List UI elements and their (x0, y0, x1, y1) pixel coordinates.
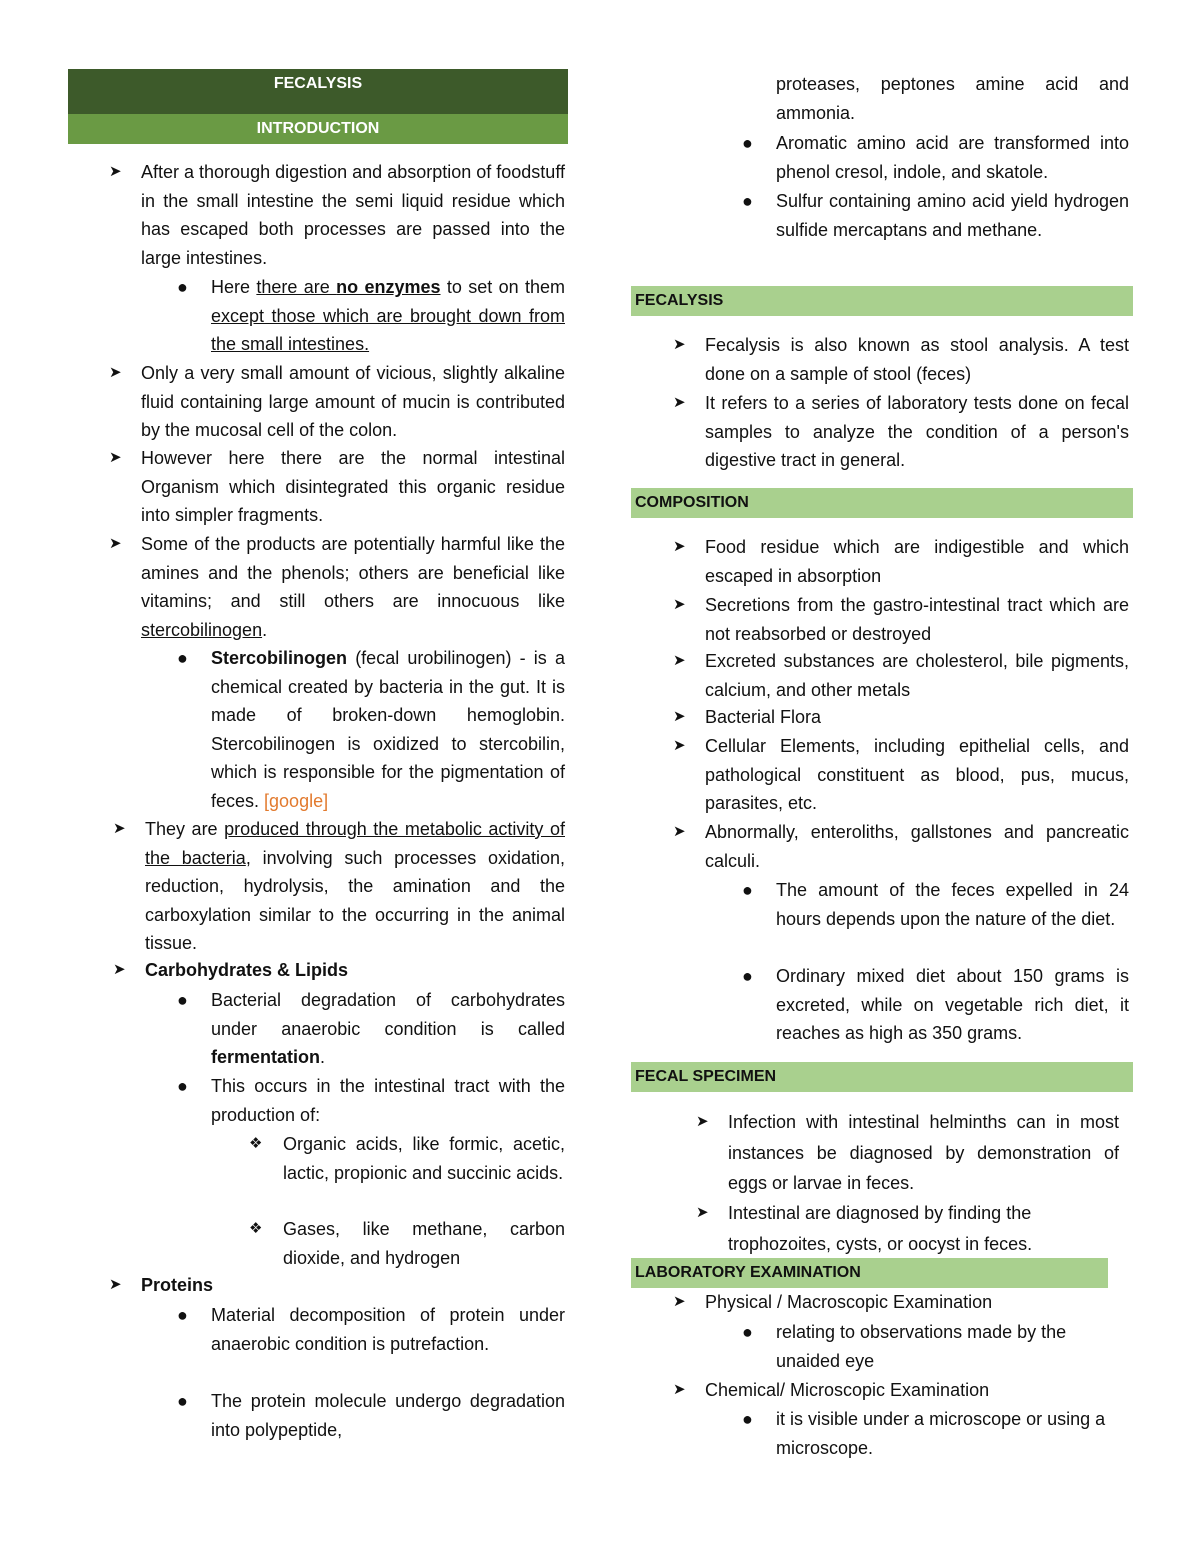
bold-term: Stercobilinogen (211, 648, 348, 668)
bullet-icon: ● (177, 1076, 188, 1096)
bullet-icon: ● (742, 880, 753, 900)
paragraph-text: relating to observations made by the unaided eye (776, 1322, 1067, 1371)
right-bullet-amount (742, 876, 1129, 933)
text-run: . (320, 1047, 326, 1067)
arrow-bullet-icon: ➤ (673, 737, 686, 754)
diamond-bullet-icon: ❖ (249, 1220, 263, 1237)
right-bullet-aromatic (742, 129, 1129, 186)
bullet-icon: ● (177, 990, 188, 1010)
text-run: Some of the products are potentially harmful like the amines and the phenols; others are beneficial like vitamins; and still others are innocuous like (141, 534, 565, 611)
arrow-bullet-icon: ➤ (673, 394, 686, 411)
section-fecal-specimen-header: FECAL SPECIMEN (631, 1062, 1133, 1092)
left-item-digestion (109, 158, 565, 272)
paragraph-text: However here there are the normal intestinal Organism which disintegrated this organic residue into simpler fragments. (141, 448, 565, 525)
google-link[interactable]: [google] (264, 790, 329, 811)
paragraph-text: This occurs in the intestinal tract with the production of: (211, 1076, 565, 1125)
left-bullet-protein-molecule (177, 1387, 565, 1444)
left-sub-gases (249, 1215, 565, 1272)
text-run: . (262, 619, 268, 640)
bullet-icon: ● (177, 648, 188, 668)
left-bullet-putrefaction (177, 1301, 565, 1358)
left-sub-organic-acids (249, 1130, 565, 1187)
right-item-excreted (673, 647, 1129, 704)
paragraph-text: Material decomposition of protein under anaerobic condition is putrefaction. (211, 1305, 565, 1354)
underlined-bold-text: no enzymes (336, 277, 441, 297)
text-run: to set on them (440, 277, 565, 297)
right-item-abnormally (673, 818, 1129, 875)
arrow-bullet-icon: ➤ (109, 163, 122, 180)
left-bullet-production (177, 1072, 565, 1129)
underlined-text: there are (256, 277, 337, 297)
left-bullet-no-enzymes (177, 273, 565, 359)
right-bullet-sulfur (742, 187, 1129, 244)
paragraph-text: proteases, peptones amine acid and ammonia. (776, 74, 1129, 123)
right-item-physical (673, 1288, 1129, 1317)
paragraph-text: Intestinal are diagnosed by finding the trophozoites, cysts, or oocyst in feces. (728, 1203, 1033, 1254)
arrow-bullet-icon: ➤ (673, 596, 686, 613)
paragraph-text: Excreted substances are cholesterol, bile pigments, calcium, and other metals (705, 651, 1129, 700)
left-bullet-stercobilinogen (177, 644, 565, 815)
right-item-intestinal (696, 1198, 1119, 1259)
right-item-chemical (673, 1376, 1129, 1405)
paragraph-text: Infection with intestinal helminths can in most instances be diagnosed by demonstration of eggs or larvae in feces. (728, 1112, 1119, 1193)
section-composition-header: COMPOSITION (631, 488, 1133, 518)
subheading: Proteins (141, 1275, 214, 1295)
arrow-bullet-icon: ➤ (673, 538, 686, 555)
arrow-bullet-icon: ➤ (696, 1204, 709, 1221)
right-item-stool-analysis (673, 331, 1129, 388)
paragraph-text: It refers to a series of laboratory tests done on fecal samples to analyze the condition of a person's digestive tract in general. (705, 393, 1129, 470)
right-continuation (776, 70, 1129, 127)
bold-term: fermentation (211, 1047, 321, 1067)
arrow-bullet-icon: ➤ (109, 535, 122, 552)
arrow-bullet-icon: ➤ (673, 1381, 686, 1398)
paragraph-text: Secretions from the gastro-intestinal tract which are not reabsorbed or destroyed (705, 595, 1129, 644)
document-title: FECALYSIS (68, 69, 568, 114)
arrow-bullet-icon: ➤ (673, 336, 686, 353)
text-run: They are (145, 819, 225, 839)
left-bullet-fermentation (177, 986, 565, 1072)
paragraph-text: Fecalysis is also known as stool analysis. A test done on a sample of stool (feces) (705, 335, 1129, 384)
bullet-icon: ● (177, 1391, 188, 1411)
paragraph-text: The amount of the feces expelled in 24 hours depends upon the nature of the diet. (776, 880, 1129, 929)
section-laboratory-examination-header: LABORATORY EXAMINATION (631, 1258, 1108, 1288)
right-item-cellular (673, 732, 1129, 818)
bullet-icon: ● (742, 191, 753, 211)
bullet-icon: ● (742, 966, 753, 986)
right-item-food-residue (673, 533, 1129, 590)
paragraph-text: Physical / Macroscopic Examination (705, 1292, 993, 1312)
arrow-bullet-icon: ➤ (696, 1113, 709, 1130)
paragraph-text: Ordinary mixed diet about 150 grams is excreted, while on vegetable rich diet, it reaches as high as 350 grams. (776, 966, 1129, 1043)
right-bullet-unaided-eye (742, 1318, 1129, 1375)
arrow-bullet-icon: ➤ (673, 1293, 686, 1310)
paragraph-text: After a thorough digestion and absorption of foodstuff in the small intestine the semi liquid residue which has escaped both processes are passed into the large intestines. (141, 162, 565, 268)
left-item-carbohydrates (113, 956, 565, 985)
arrow-bullet-icon: ➤ (113, 961, 126, 978)
subheading: Carbohydrates & Lipids (145, 960, 349, 980)
section-fecalysis-header: FECALYSIS (631, 286, 1133, 316)
text-run: Bacterial degradation of carbohydrates under anaerobic condition is called (211, 990, 565, 1039)
paragraph-text: Aromatic amino acid are transformed into phenol cresol, indole, and skatole. (776, 133, 1129, 182)
bullet-icon: ● (177, 1305, 188, 1325)
paragraph-text: Abnormally, enteroliths, gallstones and pancreatic calculi. (705, 822, 1129, 871)
underlined-text: stercobilinogen (141, 619, 263, 640)
right-bullet-mixed-diet (742, 962, 1129, 1048)
paragraph-text: Bacterial Flora (705, 707, 822, 727)
bullet-icon: ● (742, 1409, 753, 1429)
left-item-proteins (109, 1271, 565, 1300)
bullet-icon: ● (177, 277, 188, 297)
text-run: , involving such processes oxidation, reduction, hydrolysis, the amination and the carboxylation similar to the occurring in the animal tissue. (145, 847, 565, 953)
paragraph-text: Organic acids, like formic, acetic, lactic, propionic and succinic acids. (283, 1134, 565, 1183)
paragraph-text: Chemical/ Microscopic Examination (705, 1380, 990, 1400)
left-item-mucin (109, 359, 565, 445)
left-item-metabolic (113, 815, 565, 958)
right-item-lab-tests (673, 389, 1129, 475)
text-run: Here (211, 277, 257, 297)
bullet-icon: ● (742, 1322, 753, 1342)
paragraph-text: Food residue which are indigestible and which escaped in absorption (705, 537, 1129, 586)
left-item-organism (109, 444, 565, 530)
right-bullet-microscope (742, 1405, 1129, 1462)
arrow-bullet-icon: ➤ (109, 449, 122, 466)
section-introduction-header: INTRODUCTION (68, 114, 568, 144)
arrow-bullet-icon: ➤ (113, 820, 126, 837)
arrow-bullet-icon: ➤ (673, 652, 686, 669)
arrow-bullet-icon: ➤ (673, 708, 686, 725)
paragraph-text: Only a very small amount of vicious, slightly alkaline fluid containing large amount of mucin is contributed by the mucosal cell of the colon. (141, 363, 565, 440)
right-item-bacterial-flora (673, 703, 1129, 732)
bullet-icon: ● (742, 133, 753, 153)
left-item-products (109, 530, 565, 644)
underlined-text: except those which are brought down from the small intestines. (211, 305, 565, 354)
paragraph-text: Sulfur containing amino acid yield hydrogen sulfide mercaptans and methane. (776, 191, 1129, 240)
paragraph-text: Gases, like methane, carbon dioxide, and hydrogen (283, 1219, 565, 1268)
right-item-secretions (673, 591, 1129, 648)
paragraph-text: The protein molecule undergo degradation into polypeptide, (211, 1391, 565, 1440)
right-item-infection (696, 1107, 1119, 1199)
diamond-bullet-icon: ❖ (249, 1135, 263, 1152)
paragraph-text: it is visible under a microscope or using a microscope. (776, 1409, 1106, 1458)
arrow-bullet-icon: ➤ (673, 823, 686, 840)
arrow-bullet-icon: ➤ (109, 364, 122, 381)
arrow-bullet-icon: ➤ (109, 1276, 122, 1293)
paragraph-text: Cellular Elements, including epithelial cells, and pathological constituent as blood, pus, mucus, parasites, etc. (705, 736, 1129, 813)
text-run: (fecal urobilinogen) - is a chemical created by bacteria in the gut. It is made of broken-down hemoglobin. Stercobilinogen is oxidized to stercobilin, which is responsible for the pigmentation of feces. (211, 648, 565, 811)
underlined-text: produced through the metabolic activity of the bacteria (145, 819, 565, 868)
